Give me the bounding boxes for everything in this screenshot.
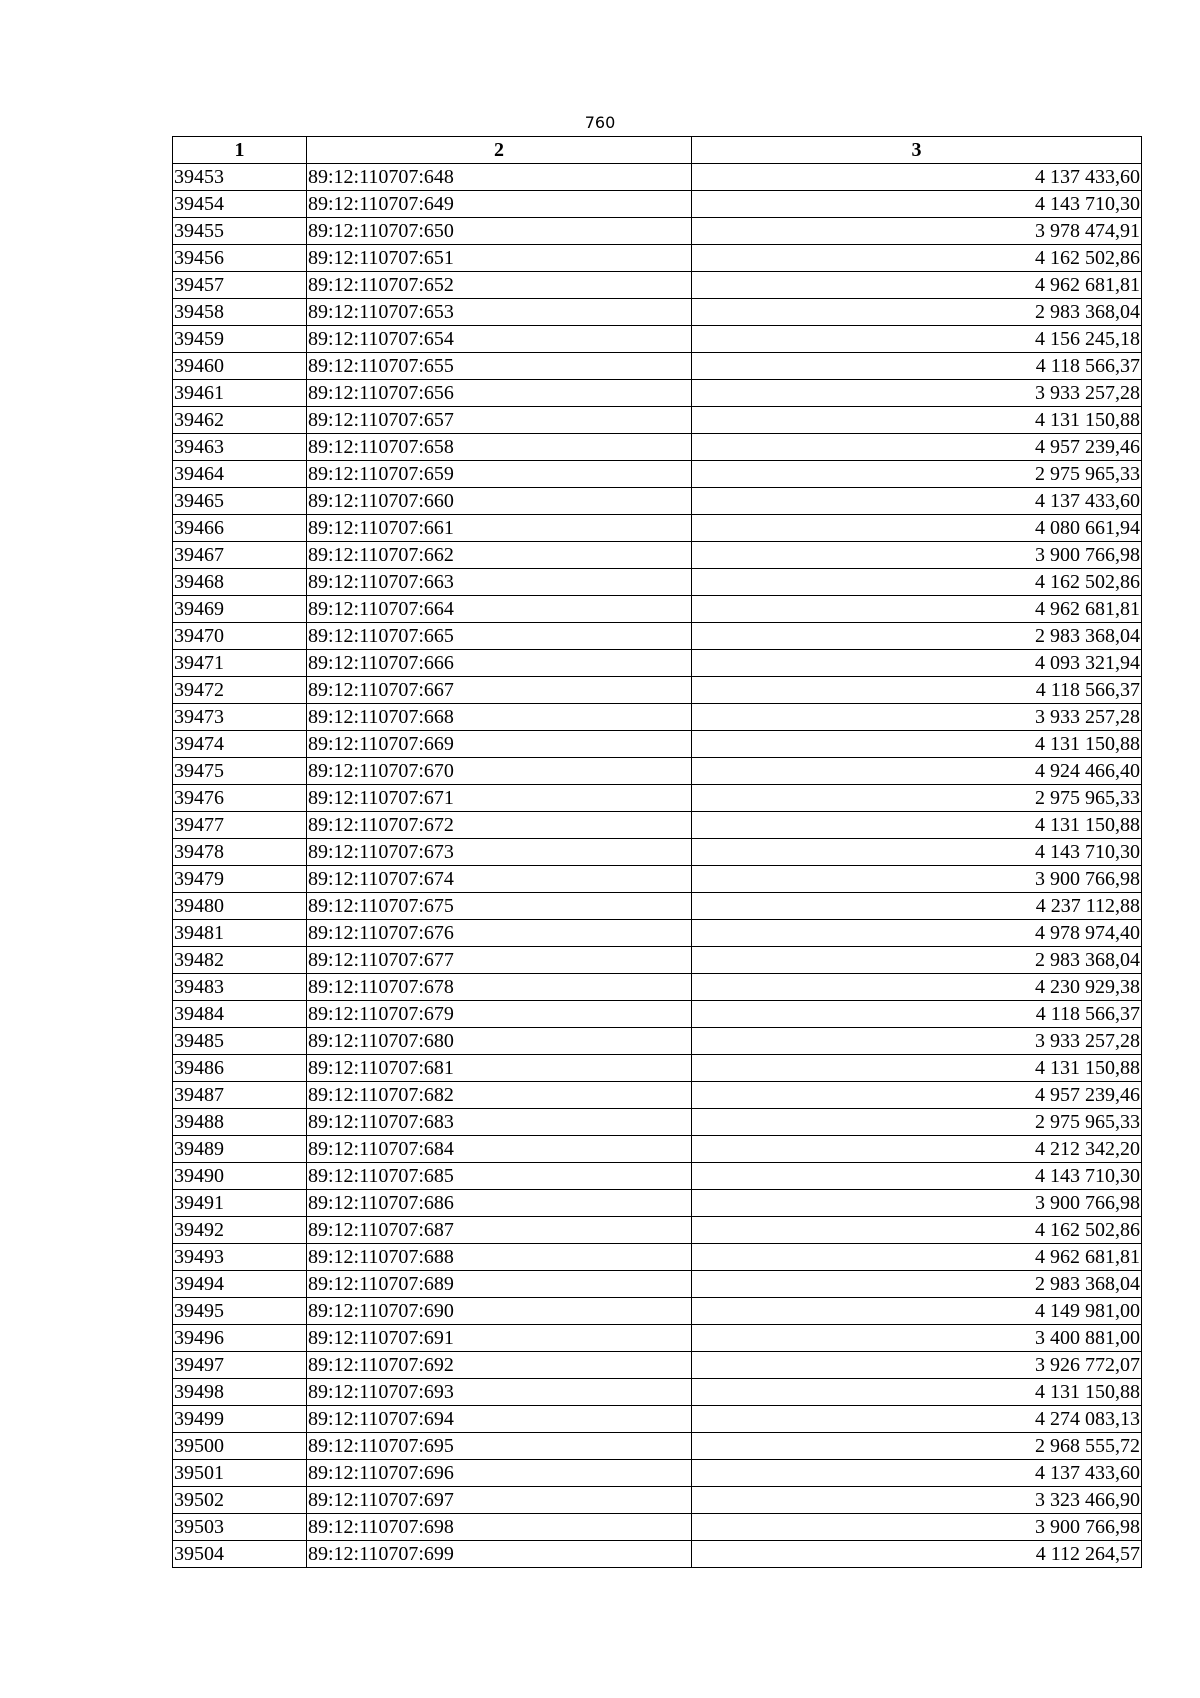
- registry-table: [172, 136, 1142, 1568]
- cadastral-value: 4 137 433,60: [692, 164, 1142, 191]
- cadastral-value: 2 975 965,33: [692, 461, 1142, 488]
- cadastral-number: 89:12:110707:676: [307, 920, 692, 947]
- cadastral-value: 4 131 150,88: [692, 1379, 1142, 1406]
- row-number: 39492: [173, 1217, 307, 1244]
- row-number: 39467: [173, 542, 307, 569]
- cadastral-number: 89:12:110707:664: [307, 596, 692, 623]
- table-row: [173, 191, 1142, 218]
- table-row: [173, 596, 1142, 623]
- table-body: [173, 164, 1142, 1568]
- cadastral-number: 89:12:110707:656: [307, 380, 692, 407]
- table-row: [173, 407, 1142, 434]
- cadastral-value: 4 093 321,94: [692, 650, 1142, 677]
- row-number: 39503: [173, 1514, 307, 1541]
- cadastral-number: 89:12:110707:651: [307, 245, 692, 272]
- row-number: 39484: [173, 1001, 307, 1028]
- row-number: 39464: [173, 461, 307, 488]
- cadastral-value: 4 237 112,88: [692, 893, 1142, 920]
- cadastral-number: 89:12:110707:665: [307, 623, 692, 650]
- cadastral-number: 89:12:110707:697: [307, 1487, 692, 1514]
- table-row: [173, 812, 1142, 839]
- row-number: 39456: [173, 245, 307, 272]
- cadastral-number: 89:12:110707:654: [307, 326, 692, 353]
- cadastral-value: 4 131 150,88: [692, 812, 1142, 839]
- cadastral-number: 89:12:110707:681: [307, 1055, 692, 1082]
- column-header-1: 1: [173, 137, 307, 164]
- table-row: [173, 488, 1142, 515]
- row-number: 39480: [173, 893, 307, 920]
- cadastral-value: 4 131 150,88: [692, 1055, 1142, 1082]
- table-row: [173, 245, 1142, 272]
- row-number: 39489: [173, 1136, 307, 1163]
- cadastral-value: 3 900 766,98: [692, 1190, 1142, 1217]
- cadastral-value: 4 137 433,60: [692, 1460, 1142, 1487]
- cadastral-value: 4 162 502,86: [692, 1217, 1142, 1244]
- row-number: 39478: [173, 839, 307, 866]
- cadastral-value: 4 212 342,20: [692, 1136, 1142, 1163]
- cadastral-value: 3 400 881,00: [692, 1325, 1142, 1352]
- cadastral-number: 89:12:110707:675: [307, 893, 692, 920]
- cadastral-value: 4 149 981,00: [692, 1298, 1142, 1325]
- cadastral-number: 89:12:110707:669: [307, 731, 692, 758]
- table-row: [173, 272, 1142, 299]
- cadastral-number: 89:12:110707:650: [307, 218, 692, 245]
- row-number: 39461: [173, 380, 307, 407]
- table-row: [173, 1055, 1142, 1082]
- table-row: [173, 893, 1142, 920]
- cadastral-value: 4 924 466,40: [692, 758, 1142, 785]
- cadastral-number: 89:12:110707:658: [307, 434, 692, 461]
- cadastral-value: 4 118 566,37: [692, 353, 1142, 380]
- row-number: 39490: [173, 1163, 307, 1190]
- cadastral-value: 2 983 368,04: [692, 299, 1142, 326]
- cadastral-number: 89:12:110707:695: [307, 1433, 692, 1460]
- cadastral-value: 3 978 474,91: [692, 218, 1142, 245]
- row-number: 39486: [173, 1055, 307, 1082]
- table-row: [173, 1109, 1142, 1136]
- cadastral-number: 89:12:110707:677: [307, 947, 692, 974]
- table-row: [173, 704, 1142, 731]
- cadastral-number: 89:12:110707:689: [307, 1271, 692, 1298]
- cadastral-number: 89:12:110707:662: [307, 542, 692, 569]
- table-row: [173, 1487, 1142, 1514]
- table-row: [173, 920, 1142, 947]
- table-row: [173, 866, 1142, 893]
- table-row: [173, 1433, 1142, 1460]
- row-number: 39499: [173, 1406, 307, 1433]
- table-row: [173, 1028, 1142, 1055]
- table-row: [173, 758, 1142, 785]
- row-number: 39477: [173, 812, 307, 839]
- cadastral-number: 89:12:110707:687: [307, 1217, 692, 1244]
- cadastral-value: 4 978 974,40: [692, 920, 1142, 947]
- row-number: 39504: [173, 1541, 307, 1568]
- cadastral-number: 89:12:110707:648: [307, 164, 692, 191]
- table-row: [173, 1271, 1142, 1298]
- cadastral-value: 3 933 257,28: [692, 1028, 1142, 1055]
- cadastral-number: 89:12:110707:672: [307, 812, 692, 839]
- row-number: 39457: [173, 272, 307, 299]
- table-row: [173, 1190, 1142, 1217]
- row-number: 39494: [173, 1271, 307, 1298]
- cadastral-number: 89:12:110707:682: [307, 1082, 692, 1109]
- cadastral-number: 89:12:110707:670: [307, 758, 692, 785]
- row-number: 39472: [173, 677, 307, 704]
- cadastral-value: 4 118 566,37: [692, 677, 1142, 704]
- cadastral-number: 89:12:110707:668: [307, 704, 692, 731]
- cadastral-value: 3 900 766,98: [692, 542, 1142, 569]
- cadastral-value: 4 118 566,37: [692, 1001, 1142, 1028]
- table-row: [173, 785, 1142, 812]
- cadastral-value: 3 933 257,28: [692, 704, 1142, 731]
- row-number: 39471: [173, 650, 307, 677]
- header-row: [173, 137, 1142, 164]
- cadastral-number: 89:12:110707:659: [307, 461, 692, 488]
- cadastral-number: 89:12:110707:663: [307, 569, 692, 596]
- table-row: [173, 1514, 1142, 1541]
- table-row: [173, 542, 1142, 569]
- row-number: 39495: [173, 1298, 307, 1325]
- table-row: [173, 434, 1142, 461]
- cadastral-number: 89:12:110707:673: [307, 839, 692, 866]
- cadastral-value: 2 968 555,72: [692, 1433, 1142, 1460]
- cadastral-number: 89:12:110707:653: [307, 299, 692, 326]
- table-row: [173, 1460, 1142, 1487]
- cadastral-number: 89:12:110707:683: [307, 1109, 692, 1136]
- cadastral-value: 3 933 257,28: [692, 380, 1142, 407]
- row-number: 39466: [173, 515, 307, 542]
- cadastral-value: 4 137 433,60: [692, 488, 1142, 515]
- cadastral-value: 4 080 661,94: [692, 515, 1142, 542]
- cadastral-value: 4 962 681,81: [692, 596, 1142, 623]
- table-row: [173, 974, 1142, 1001]
- table-row: [173, 1217, 1142, 1244]
- cadastral-value: 4 957 239,46: [692, 1082, 1142, 1109]
- cadastral-number: 89:12:110707:660: [307, 488, 692, 515]
- cadastral-number: 89:12:110707:657: [307, 407, 692, 434]
- row-number: 39454: [173, 191, 307, 218]
- row-number: 39500: [173, 1433, 307, 1460]
- row-number: 39501: [173, 1460, 307, 1487]
- table-row: [173, 839, 1142, 866]
- row-number: 39497: [173, 1352, 307, 1379]
- row-number: 39488: [173, 1109, 307, 1136]
- cadastral-value: 2 975 965,33: [692, 1109, 1142, 1136]
- row-number: 39479: [173, 866, 307, 893]
- table-row: [173, 515, 1142, 542]
- table-row: [173, 1082, 1142, 1109]
- row-number: 39482: [173, 947, 307, 974]
- cadastral-value: 2 983 368,04: [692, 947, 1142, 974]
- cadastral-number: 89:12:110707:667: [307, 677, 692, 704]
- table-row: [173, 1163, 1142, 1190]
- table-row: [173, 1379, 1142, 1406]
- cadastral-number: 89:12:110707:698: [307, 1514, 692, 1541]
- row-number: 39460: [173, 353, 307, 380]
- table-row: [173, 569, 1142, 596]
- cadastral-number: 89:12:110707:696: [307, 1460, 692, 1487]
- row-number: 39463: [173, 434, 307, 461]
- row-number: 39453: [173, 164, 307, 191]
- cadastral-number: 89:12:110707:693: [307, 1379, 692, 1406]
- row-number: 39485: [173, 1028, 307, 1055]
- table-row: [173, 461, 1142, 488]
- row-number: 39458: [173, 299, 307, 326]
- row-number: 39493: [173, 1244, 307, 1271]
- cadastral-number: 89:12:110707:674: [307, 866, 692, 893]
- table-row: [173, 1352, 1142, 1379]
- table-row: [173, 623, 1142, 650]
- cadastral-value: 4 143 710,30: [692, 1163, 1142, 1190]
- cadastral-number: 89:12:110707:655: [307, 353, 692, 380]
- cadastral-value: 4 230 929,38: [692, 974, 1142, 1001]
- row-number: 39491: [173, 1190, 307, 1217]
- row-number: 39473: [173, 704, 307, 731]
- cadastral-value: 2 975 965,33: [692, 785, 1142, 812]
- cadastral-value: 3 900 766,98: [692, 1514, 1142, 1541]
- table-row: [173, 1406, 1142, 1433]
- table-row: [173, 380, 1142, 407]
- cadastral-value: 4 962 681,81: [692, 1244, 1142, 1271]
- row-number: 39496: [173, 1325, 307, 1352]
- cadastral-number: 89:12:110707:661: [307, 515, 692, 542]
- row-number: 39487: [173, 1082, 307, 1109]
- cadastral-number: 89:12:110707:652: [307, 272, 692, 299]
- table-row: [173, 677, 1142, 704]
- row-number: 39468: [173, 569, 307, 596]
- cadastral-value: 4 131 150,88: [692, 731, 1142, 758]
- column-header-2: 2: [307, 137, 692, 164]
- cadastral-number: 89:12:110707:680: [307, 1028, 692, 1055]
- cadastral-value: 4 156 245,18: [692, 326, 1142, 353]
- row-number: 39476: [173, 785, 307, 812]
- cadastral-number: 89:12:110707:666: [307, 650, 692, 677]
- cadastral-number: 89:12:110707:678: [307, 974, 692, 1001]
- cadastral-number: 89:12:110707:694: [307, 1406, 692, 1433]
- cadastral-value: 3 323 466,90: [692, 1487, 1142, 1514]
- row-number: 39459: [173, 326, 307, 353]
- cadastral-number: 89:12:110707:685: [307, 1163, 692, 1190]
- cadastral-number: 89:12:110707:679: [307, 1001, 692, 1028]
- cadastral-number: 89:12:110707:691: [307, 1325, 692, 1352]
- table-row: [173, 947, 1142, 974]
- table-header: [173, 137, 1142, 164]
- cadastral-value: 2 983 368,04: [692, 1271, 1142, 1298]
- table-row: [173, 299, 1142, 326]
- row-number: 39475: [173, 758, 307, 785]
- table-row: [173, 1136, 1142, 1163]
- cadastral-value: 4 131 150,88: [692, 407, 1142, 434]
- table-row: [173, 164, 1142, 191]
- cadastral-value: 2 983 368,04: [692, 623, 1142, 650]
- page-number: 760: [584, 113, 616, 132]
- column-header-3: 3: [692, 137, 1142, 164]
- table-row: [173, 1298, 1142, 1325]
- cadastral-number: 89:12:110707:690: [307, 1298, 692, 1325]
- cadastral-number: 89:12:110707:688: [307, 1244, 692, 1271]
- cadastral-value: 4 274 083,13: [692, 1406, 1142, 1433]
- table-row: [173, 1244, 1142, 1271]
- row-number: 39465: [173, 488, 307, 515]
- cadastral-value: 4 143 710,30: [692, 839, 1142, 866]
- row-number: 39470: [173, 623, 307, 650]
- row-number: 39469: [173, 596, 307, 623]
- table-row: [173, 1541, 1142, 1568]
- cadastral-value: 4 162 502,86: [692, 569, 1142, 596]
- cadastral-value: 4 957 239,46: [692, 434, 1142, 461]
- table-row: [173, 218, 1142, 245]
- cadastral-number: 89:12:110707:692: [307, 1352, 692, 1379]
- row-number: 39498: [173, 1379, 307, 1406]
- cadastral-value: 4 162 502,86: [692, 245, 1142, 272]
- table-row: [173, 1001, 1142, 1028]
- cadastral-value: 4 112 264,57: [692, 1541, 1142, 1568]
- cadastral-number: 89:12:110707:686: [307, 1190, 692, 1217]
- cadastral-number: 89:12:110707:684: [307, 1136, 692, 1163]
- cadastral-number: 89:12:110707:671: [307, 785, 692, 812]
- table-row: [173, 650, 1142, 677]
- table-row: [173, 326, 1142, 353]
- cadastral-value: 3 900 766,98: [692, 866, 1142, 893]
- row-number: 39481: [173, 920, 307, 947]
- row-number: 39462: [173, 407, 307, 434]
- cadastral-value: 4 962 681,81: [692, 272, 1142, 299]
- cadastral-number: 89:12:110707:699: [307, 1541, 692, 1568]
- row-number: 39483: [173, 974, 307, 1001]
- row-number: 39474: [173, 731, 307, 758]
- cadastral-value: 4 143 710,30: [692, 191, 1142, 218]
- table-row: [173, 1325, 1142, 1352]
- cadastral-number: 89:12:110707:649: [307, 191, 692, 218]
- table-row: [173, 353, 1142, 380]
- row-number: 39455: [173, 218, 307, 245]
- cadastral-value: 3 926 772,07: [692, 1352, 1142, 1379]
- row-number: 39502: [173, 1487, 307, 1514]
- table-row: [173, 731, 1142, 758]
